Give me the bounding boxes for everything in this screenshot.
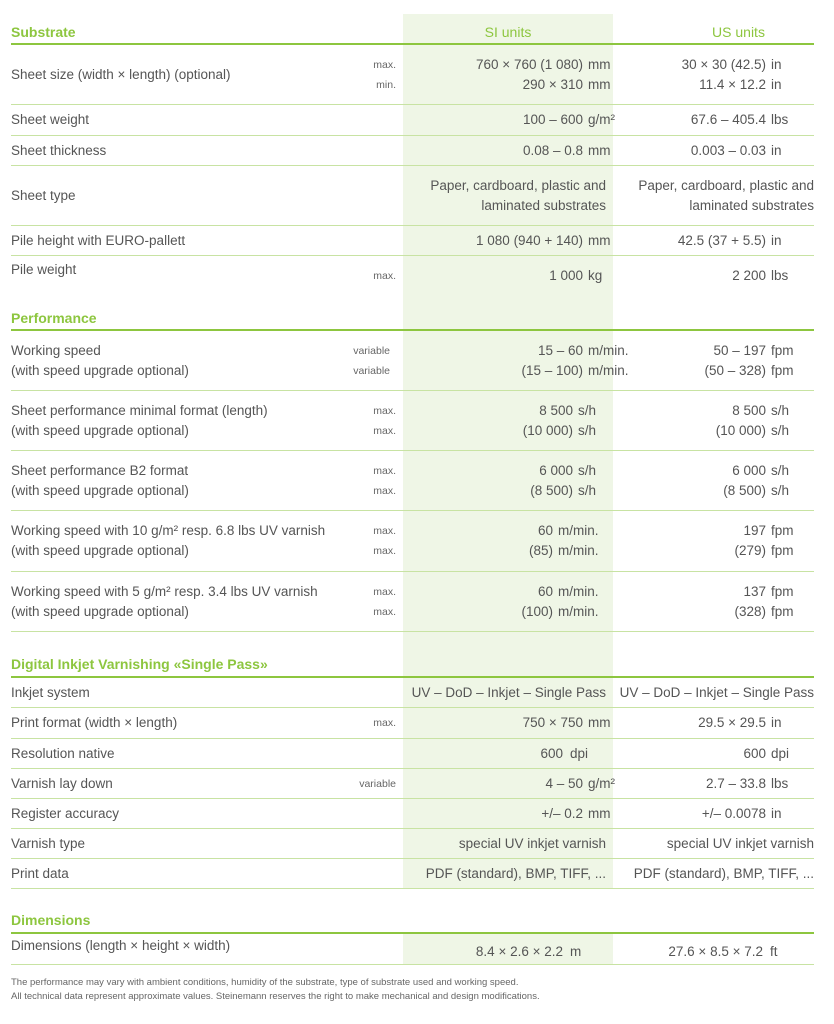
si-value: 8.4 × 2.6 × 2.2 [475,944,563,959]
si-unit: mm [588,76,611,92]
si-value: 750 × 750 [522,715,583,730]
row-varnish-type [0,829,834,858]
us-unit: in [771,805,782,821]
si-value: 0.08 – 0.8 [522,142,583,158]
section-title-inkjet: Digital Inkjet Varnishing «Single Pass» [11,656,268,672]
us-unit: fpm [771,603,794,619]
si-unit: m/min. [558,603,599,619]
row-label: Print data [11,865,69,881]
si-value: 600 [540,745,563,761]
si-value: 60 [537,523,553,538]
row-label-sub: (with speed upgrade optional) [11,603,189,619]
si-unit: mm [588,56,611,72]
us-value: PDF (standard), BMP, TIFF, ... [633,865,814,881]
row-sheet-weight [0,105,834,135]
qualifier: max. [373,585,396,598]
qualifier: max. [373,424,396,437]
row-print-data [0,859,834,888]
si-value: laminated substrates [481,197,606,213]
row-pile-weight [0,256,834,286]
footnote-line: All technical data represent approximate values. Steinemann reserves the right to make mechanical and design modifications. [11,991,540,1002]
row-label: Pile height with EURO-pallett [11,232,186,248]
si-value: UV – DoD – Inkjet – Single Pass [411,684,606,700]
us-value: 67.6 – 405.4 [690,112,766,127]
us-unit: in [771,715,782,730]
si-value: 4 – 50 [545,775,583,791]
footnote-line: The performance may vary with ambient conditions, humidity of the substrate, type of substrate used and working speed. [11,977,519,988]
row-varnish-5 [0,572,834,631]
row-label: Sheet performance minimal format (length) [11,402,268,418]
qualifier: max. [373,270,396,282]
si-unit: mm [588,715,611,730]
si-value: (15 – 100) [521,362,583,378]
row-label: Register accuracy [11,805,120,821]
row-label: Sheet size (width × length) (optional) [11,66,231,82]
row-divider [11,888,814,889]
section-title-dimensions: Dimensions [11,912,91,928]
row-label: Resolution native [11,745,115,761]
si-value: (85) [528,543,553,558]
us-unit: fpm [771,342,794,358]
si-value: 6 000 [539,462,573,478]
us-unit: s/h [771,402,790,418]
row-label: Sheet thickness [11,142,107,158]
si-value: 15 – 60 [537,342,583,358]
si-value: 8 500 [539,402,573,418]
us-value: (10 000) [715,422,766,438]
row-label: Varnish lay down [11,775,113,791]
us-value: 137 [743,583,766,599]
row-working-speed [0,331,834,390]
us-unit: fpm [771,583,794,599]
us-unit: in [771,232,782,248]
us-value: UV – DoD – Inkjet – Single Pass [619,684,814,700]
qualifier: variable [353,344,390,357]
us-unit: in [771,76,782,92]
us-unit: lbs [771,268,789,283]
qualifier: variable [353,364,390,377]
row-label: Sheet type [11,187,76,203]
us-value: 42.5 (37 + 5.5) [677,232,766,248]
si-unit: m/min. [588,362,629,378]
si-value: Paper, cardboard, plastic and [430,177,606,193]
us-value: 2.7 – 33.8 [705,775,766,791]
row-sheet-thickness [0,136,834,165]
si-unit: mm [588,142,611,158]
si-unit: s/h [578,422,597,438]
us-unit: dpi [771,745,790,761]
row-label: Working speed [11,342,101,358]
si-value: PDF (standard), BMP, TIFF, ... [425,865,606,881]
row-label: Dimensions (length × height × width) [11,938,231,953]
si-unit: g/m² [588,775,615,791]
row-label: Pile weight [11,262,77,277]
row-label: Varnish type [11,835,86,851]
section-title-substrate: Substrate [11,24,76,40]
si-unit: m/min. [558,583,599,599]
qualifier: max. [373,404,396,417]
row-sheet-type [0,166,834,225]
si-value: special UV inkjet varnish [458,835,606,851]
qualifier: max. [373,484,396,497]
qualifier: max. [373,58,396,71]
qualifier: max. [373,545,396,557]
row-label-sub: (with speed upgrade optional) [11,482,189,498]
row-register-accuracy [0,799,834,828]
us-unit: in [771,142,782,158]
si-unit: m/min. [588,342,629,358]
us-value: 11.4 × 12.2 [699,76,766,92]
qualifier: max. [373,605,396,618]
row-print-format [0,708,834,738]
us-value: 30 × 30 (42.5) [681,56,766,72]
si-value: 1 000 [549,268,583,283]
us-value: 2 200 [732,268,766,283]
us-value: (8 500) [723,482,766,498]
row-label-sub: (with speed upgrade optional) [11,362,189,378]
si-value: +/– 0.2 [541,805,583,821]
us-unit: fpm [771,543,794,558]
si-unit: m/min. [558,523,599,538]
row-min-format [0,391,834,450]
us-unit: lbs [771,112,789,127]
row-pile-height [0,226,834,255]
us-value: Paper, cardboard, plastic and [638,177,814,193]
row-inkjet-system [0,678,834,707]
us-value: 50 – 197 [713,342,766,358]
us-unit: ft [770,944,778,959]
us-unit: s/h [771,422,790,438]
row-sheet-size [0,45,834,104]
qualifier: variable [359,777,396,790]
si-value: 100 – 600 [522,112,583,127]
row-resolution [0,739,834,768]
us-unit: fpm [771,523,794,538]
si-unit: mm [588,232,611,248]
us-unit: in [771,56,782,72]
si-value: (10 000) [522,422,573,438]
si-value: 760 × 760 (1 080) [476,56,583,72]
si-unit: s/h [578,402,597,418]
us-value: 600 [743,745,766,761]
si-unit: mm [588,805,611,821]
row-label: Working speed with 10 g/m² resp. 6.8 lbs UV varnish [11,523,326,538]
si-unit: kg [588,268,603,283]
us-value: 27.6 × 8.5 × 7.2 [668,944,763,959]
si-units-header: SI units [484,24,532,40]
us-unit: lbs [771,775,789,791]
qualifier: min. [376,78,396,91]
us-value: +/– 0.0078 [701,805,766,821]
us-value: (328) [734,603,766,619]
si-unit: dpi [570,745,589,761]
row-varnish-10 [0,511,834,571]
us-value: 197 [743,523,766,538]
row-divider [11,964,814,965]
row-label: Sheet performance B2 format [11,462,189,478]
us-value: laminated substrates [689,197,814,213]
row-label: Working speed with 5 g/m² resp. 3.4 lbs UV varnish [11,583,318,599]
us-value: special UV inkjet varnish [666,835,814,851]
row-label-sub: (with speed upgrade optional) [11,543,189,558]
us-value: 0.003 – 0.03 [690,142,766,158]
us-unit: s/h [771,462,790,478]
us-value: 8 500 [732,402,766,418]
si-value: (8 500) [530,482,573,498]
si-unit: g/m² [588,112,615,127]
row-label: Sheet weight [11,112,90,127]
si-unit: s/h [578,462,597,478]
us-value: 29.5 × 29.5 [698,715,766,730]
row-b2-format [0,451,834,510]
qualifier: max. [373,717,396,729]
si-value: 1 080 (940 + 140) [476,232,583,248]
qualifier: max. [373,525,396,537]
row-label: Print format (width × length) [11,715,178,730]
si-unit: s/h [578,482,597,498]
us-value: (50 – 328) [704,362,766,378]
si-value: 290 × 310 [522,76,583,92]
us-unit: s/h [771,482,790,498]
us-value: 6 000 [732,462,766,478]
row-label: Inkjet system [11,684,90,700]
section-title-performance: Performance [11,310,97,326]
si-value: (100) [521,603,553,619]
row-dimensions [0,934,834,964]
row-divider [11,631,814,632]
us-unit: fpm [771,362,794,378]
row-label-sub: (with speed upgrade optional) [11,422,189,438]
si-unit: m/min. [558,543,599,558]
us-units-header: US units [712,24,765,40]
si-unit: m [570,944,582,959]
us-value: (279) [734,543,766,558]
si-value: 60 [537,583,553,599]
qualifier: max. [373,464,396,477]
row-varnish-lay-down [0,769,834,798]
